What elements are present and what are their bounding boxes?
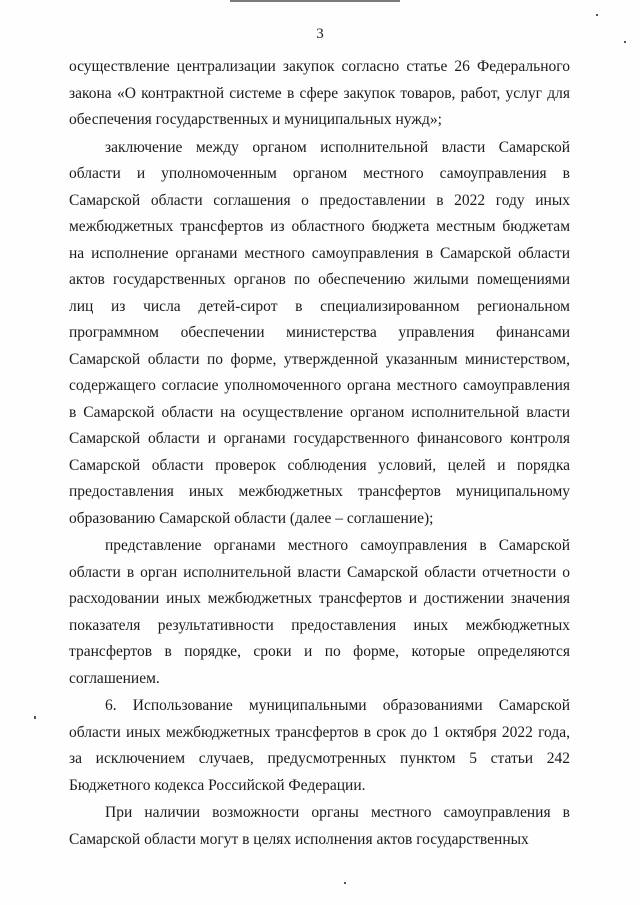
paragraph-agreement-conclusion: заключение между органом исполнительной власти Самарской области и уполномоченным органом местного самоуправления в Самарской области соглашения о предоставлении в 2022 году иных межбюджетных трансфертов из областного бюджета местным бюджетам на исполнение органами местного самоуправления в Самарской области актов государственных органов по обеспечению жилыми помещениями лиц из числа детей-сирот в специализированном региональном программном обеспечении министерства управления финансами Самарской области по форме, утвержденной указанным министерством, содержащего согласие уполномоченного органа местного самоуправления в Самарской области на осуществление органом исполнительной власти Самарской области и органами государственного финансового контроля Самарской области проверок соблюдения условий, целей и порядка предоставления иных межбюджетных трансфертов муниципальному образованию Самарской области (далее – соглашение); [69, 138, 570, 527]
page-number: 3 [316, 26, 324, 42]
paragraph-procurement-centralization: осуществление централизации закупок согласно статье 26 Федерального закона «О контрактной системе в сфере закупок товаров, работ, услуг для обеспечения государственных и муниципальных нужд»; [69, 58, 570, 128]
scan-mark [344, 882, 346, 884]
top-edge-rule [230, 0, 400, 2]
document-body [69, 54, 570, 853]
scan-mark [596, 14, 598, 16]
paragraph-reporting-submission: представление органами местного самоуправления в Самарской области в орган исполнительной власти Самарской области отчетности о расходовании иных межбюджетных трансфертов и достижении значения показателя результативности предоставления иных межбюджетных трансфертов в порядке, сроки и по форме, которые определяются соглашением. [69, 537, 570, 687]
paragraph-item-6-transfers-usage: 6. Использование муниципальными образованиями Самарской области иных межбюджетных трансфертов в срок до 1 октября 2022 года, за исключением случаев, предусмотренных пунктом 5 статьи 242 Бюджетного кодекса Российской Федерации. [69, 697, 570, 794]
paragraph-local-authorities-possibility: При наличии возможности органы местного самоуправления в Самарской области могут в целях исполнения актов государственных [69, 804, 570, 848]
scan-mark [34, 716, 36, 719]
